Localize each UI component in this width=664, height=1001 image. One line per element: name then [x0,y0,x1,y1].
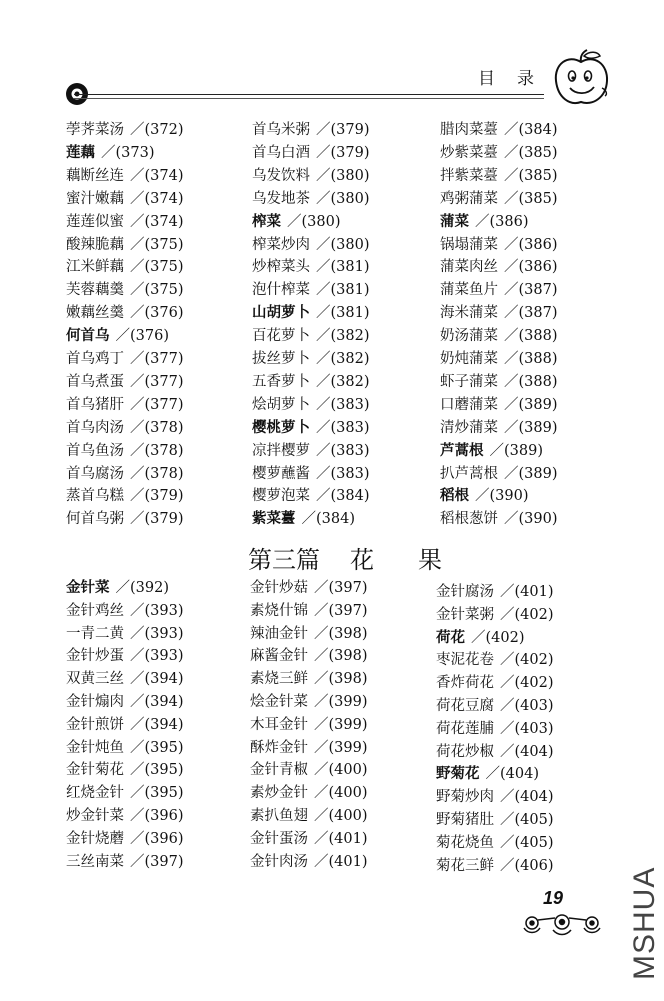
toc-entry-page: ／(379) [316,144,370,161]
toc-entry-title: 金针腐汤 [436,584,494,600]
toc-entry-title: 金针菊花 [66,762,124,779]
toc-entry-page: ／(406) [500,857,554,874]
toc-entry-title: 荷花 [436,628,465,646]
toc-entry-page: ／(405) [500,834,554,851]
toc-entry [66,829,184,849]
toc-entry-title: 嫩藕丝羹 [66,305,124,322]
toc-entry-title: 麻酱金针 [250,648,308,665]
toc-entry-title: 山胡萝卜 [252,304,310,322]
toc-entry-title: 素烧三鲜 [250,671,308,688]
toc-entry [250,829,368,849]
toc-entry-title: 蜜汁嫩藕 [66,190,124,207]
toc-entry [440,326,558,346]
toc-entry-page: ／(378) [130,419,184,436]
toc-entry-title: 莲莲似蜜 [66,213,124,230]
toc-entry-title: 辣油金针 [250,625,308,642]
toc-entry [252,395,370,415]
toc-entry-title: 榨菜 [252,212,281,230]
toc-entry-page: ／(381) [316,282,370,299]
toc-entry-page: ／(379) [316,122,370,138]
toc-entry [440,166,558,186]
toc-entry [250,806,368,826]
toc-entry-title: 芙蓉藕羹 [66,282,124,299]
page-number: 19 [543,888,564,908]
toc-entry-page: ／(395) [130,739,184,756]
toc-entry [440,418,558,438]
toc-entry [436,742,554,762]
toc-entry-page: ／(396) [130,808,184,824]
toc-entry-title: 藕断丝连 [66,167,124,184]
toc-entry-title: 金针炒菇 [250,580,308,596]
toc-entry-page: ／(402) [500,606,554,623]
toc-entry-page: ／(386) [504,236,558,253]
toc-entry [252,464,370,484]
toc-entry-page: ／(388) [504,373,558,390]
toc-entry-page: ／(375) [130,282,184,299]
toc-entry-title: 拌紫菜薹 [440,167,498,184]
toc-entry-page: ／(379) [130,488,184,505]
toc-entry [252,257,370,277]
toc-entry-page: ／(387) [504,305,558,322]
toc-entry [66,372,184,392]
toc-entry [440,143,558,163]
toc-entry [252,303,370,323]
toc-entry-title: 荷花豆腐 [436,698,494,714]
toc-entry-title: 炒榨菜头 [252,259,310,276]
toc-entry [440,212,529,232]
toc-entry-page: ／(398) [314,671,368,688]
header-rule-thin [74,98,544,99]
toc-entry [440,509,558,529]
toc-entry-page: ／(399) [314,716,368,733]
toc-entry-title: 烩胡萝卜 [252,396,310,413]
toc-entry-title: 野菊猪肚 [436,812,494,828]
toc-entry [440,395,558,415]
toc-entry-title: 一青二黄 [66,625,124,642]
toc-entry-page: ／(399) [314,739,368,756]
toc-entry [250,783,368,803]
toc-entry-page: ／(393) [130,625,184,642]
toc-entry-page: ／(397) [314,602,368,619]
toc-entry-title: 枣泥花卷 [436,652,494,669]
toc-entry-title: 炒金针菜 [66,808,124,824]
toc-entry [436,628,525,648]
toc-entry-title: 樱萝蘸酱 [252,465,310,482]
toc-entry [436,719,554,739]
toc-entry [252,418,370,438]
toc-entry-page: ／(397) [130,853,184,870]
toc-entry-page: ／(382) [316,373,370,390]
toc-entry-title: 紫菜薹 [252,510,296,528]
toc-entry [66,852,184,872]
toc-entry-page: ／(389) [489,442,543,459]
toc-entry-title: 百花萝卜 [252,328,310,345]
toc-entry-title: 素扒鱼翅 [250,808,308,824]
toc-entry-page: ／(385) [504,190,558,207]
toc-entry [436,856,554,876]
toc-entry [66,326,169,346]
toc-entry-title: 金针鸡丝 [66,602,124,619]
toc-entry-page: ／(396) [130,830,184,847]
toc-entry-title: 蒲菜 [440,212,469,230]
toc-entry [66,441,184,461]
toc-entry-title: 锅塌蒲菜 [440,236,498,253]
toc-entry-page: ／(380) [316,236,370,253]
toc-entry-title: 金针青椒 [250,762,308,779]
toc-entry-title: 三丝南菜 [66,853,124,870]
page-title: 目录 [478,69,556,89]
toc-entry [66,280,184,300]
toc-entry-title: 榨菜炒肉 [252,236,310,253]
toc-entry-page: ／(402) [500,652,554,669]
watermark-text: MSHUA [628,866,661,980]
toc-entry-page: ／(383) [316,419,370,436]
toc-entry-title: 扒芦蒿根 [440,465,498,482]
toc-entry-page: ／(401) [500,584,554,600]
toc-entry [66,578,169,598]
toc-entry [66,349,184,369]
toc-entry [66,738,184,758]
header-rule [74,94,544,95]
toc-entry [250,692,368,712]
toc-entry-page: ／(403) [500,698,554,714]
toc-entry-title: 虾子蒲菜 [440,373,498,390]
flower-ornament-icon [520,908,604,938]
toc-entry [252,212,341,232]
toc-entry [440,120,558,140]
toc-entry [252,189,370,209]
toc-entry-title: 首乌白酒 [252,144,310,161]
toc-entry [66,509,184,529]
toc-entry-title: 鸡粥蒲菜 [440,190,498,207]
toc-entry [252,235,370,255]
toc-entry-title: 荷花莲脯 [436,720,494,737]
toc-entry-page: ／(381) [316,259,370,276]
toc-entry [66,395,184,415]
toc-entry-page: ／(384) [301,511,355,528]
toc-entry [252,280,370,300]
toc-entry-title: 金针煽肉 [66,694,124,710]
toc-entry [252,120,370,140]
toc-entry-title: 金针菜粥 [436,606,494,623]
section-title-1: 花 [350,546,374,574]
toc-entry-page: ／(394) [130,716,184,733]
toc-entry [436,833,554,853]
toc-entry [440,372,558,392]
toc-entry [66,189,184,209]
toc-entry-title: 稻根葱饼 [440,511,498,528]
toc-entry [66,418,184,438]
toc-entry [440,257,558,277]
toc-entry-page: ／(386) [475,213,529,230]
toc-entry-page: ／(400) [314,785,368,802]
toc-entry-page: ／(394) [130,694,184,710]
toc-entry-title: 莲藕 [66,143,95,161]
toc-entry [66,257,184,277]
toc-entry [252,143,370,163]
toc-entry-title: 素烧什锦 [250,602,308,619]
toc-entry [436,764,539,784]
toc-entry-page: ／(393) [130,602,184,619]
toc-entry [440,464,558,484]
toc-entry-page: ／(379) [130,511,184,528]
toc-entry-page: ／(398) [314,648,368,665]
toc-entry-title: 口蘑蒲菜 [440,396,498,413]
toc-entry-title: 首乌鸡丁 [66,351,124,367]
toc-entry-title: 首乌煮蛋 [66,373,124,390]
toc-entry-title: 芦蒿根 [440,441,484,459]
toc-entry-title: 海米蒲菜 [440,305,498,322]
toc-entry-page: ／(402) [500,675,554,692]
toc-entry-page: ／(382) [316,328,370,345]
toc-entry [440,441,543,461]
toc-entry-page: ／(404) [485,766,539,783]
toc-entry-page: ／(375) [130,236,184,253]
toc-entry [436,582,554,602]
toc-entry [250,715,368,735]
section-title-2: 果 [418,546,442,574]
toc-entry-title: 金针肉汤 [250,853,308,870]
toc-entry [66,669,184,689]
toc-entry [252,166,370,186]
toc-entry-title: 首乌猪肝 [66,396,124,413]
toc-entry-title: 蒲菜肉丝 [440,259,498,276]
toc-entry [66,692,184,712]
toc-entry-page: ／(389) [504,465,558,482]
toc-entry [440,189,558,209]
toc-entry-title: 荷花炒椒 [436,743,494,760]
toc-entry-title: 乌发地茶 [252,190,310,207]
toc-entry [66,303,184,323]
toc-entry-title: 首乌鱼汤 [66,442,124,459]
toc-entry [66,464,184,484]
toc-entry-title: 金针炒蛋 [66,648,124,665]
toc-entry-title: 红烧金针 [66,785,124,802]
toc-entry-page: ／(390) [475,488,529,505]
toc-entry-title: 野菊花 [436,765,480,783]
toc-entry-page: ／(372) [130,122,184,138]
toc-entry-title: 香炸荷花 [436,675,494,692]
toc-entry [66,783,184,803]
section-part: 第三篇 [248,546,320,574]
toc-entry-title: 酸辣脆藕 [66,236,124,253]
toc-entry-page: ／(374) [130,190,184,207]
toc-entry-title: 乌发饮料 [252,167,310,184]
toc-entry [250,601,368,621]
toc-entry-title: 菊花烧鱼 [436,834,494,851]
toc-entry-title: 奶炖蒲菜 [440,351,498,367]
toc-entry-page: ／(376) [115,328,169,345]
toc-entry [66,624,184,644]
toc-entry [66,806,184,826]
toc-entry-page: ／(397) [314,580,368,596]
toc-entry-page: ／(395) [130,785,184,802]
toc-entry-title: 烩金针菜 [250,694,308,710]
toc-entry-page: ／(377) [130,373,184,390]
toc-entry-title: 凉拌樱萝 [252,442,310,459]
toc-entry-page: ／(384) [316,488,370,505]
toc-entry [250,760,368,780]
toc-entry [252,349,370,369]
toc-entry-page: ／(392) [115,580,169,596]
toc-entry-page: ／(375) [130,259,184,276]
toc-entry-page: ／(383) [316,396,370,413]
toc-entry [436,605,554,625]
toc-entry-page: ／(377) [130,351,184,367]
toc-entry-page: ／(374) [130,167,184,184]
toc-entry [252,372,370,392]
toc-entry-title: 炒紫菜薹 [440,144,498,161]
toc-entry-title: 清炒蒲菜 [440,419,498,436]
toc-entry-page: ／(400) [314,762,368,779]
toc-entry [252,486,370,506]
toc-entry-page: ／(394) [130,671,184,688]
toc-entry-page: ／(387) [504,282,558,299]
toc-entry-page: ／(389) [504,396,558,413]
toc-entry [66,601,184,621]
apple-mascot-icon [550,48,612,110]
toc-entry-page: ／(378) [130,442,184,459]
toc-entry-page: ／(384) [504,122,558,138]
toc-entry-page: ／(385) [504,167,558,184]
toc-entry-page: ／(381) [316,305,370,322]
toc-entry-title: 金针烧蘑 [66,830,124,847]
toc-entry-title: 樱萝泡菜 [252,488,310,505]
toc-entry-page: ／(378) [130,465,184,482]
toc-entry-page: ／(404) [500,743,554,760]
toc-entry [252,326,370,346]
toc-entry-title: 拔丝萝卜 [252,351,310,367]
toc-entry-title: 荸荠菜汤 [66,122,124,138]
toc-entry [66,212,184,232]
toc-entry [440,486,529,506]
toc-entry [66,760,184,780]
toc-entry [436,810,554,830]
toc-entry-page: ／(373) [101,144,155,161]
toc-entry [440,303,558,323]
toc-entry [436,787,554,807]
toc-entry-title: 素炒金针 [250,785,308,802]
toc-entry-title: 腊肉菜薹 [440,122,498,138]
toc-entry [436,673,554,693]
toc-entry-page: ／(390) [504,511,558,528]
toc-entry-title: 金针煎饼 [66,716,124,733]
toc-entry [440,280,558,300]
toc-entry-page: ／(398) [314,625,368,642]
toc-entry-page: ／(401) [314,853,368,870]
toc-entry [250,624,368,644]
toc-entry-page: ／(377) [130,396,184,413]
toc-entry-title: 何首乌粥 [66,511,124,528]
toc-entry [440,349,558,369]
toc-entry-page: ／(388) [504,351,558,367]
toc-entry-title: 菊花三鲜 [436,857,494,874]
toc-entry-title: 野菊炒肉 [436,789,494,806]
toc-entry [250,646,368,666]
toc-entry-page: ／(393) [130,648,184,665]
toc-entry [66,715,184,735]
toc-entry-title: 蒲菜鱼片 [440,282,498,299]
toc-entry-title: 首乌腐汤 [66,465,124,482]
toc-entry-title: 泡什榨菜 [252,282,310,299]
toc-entry-page: ／(402) [471,629,525,646]
toc-entry [440,235,558,255]
toc-entry-page: ／(385) [504,144,558,161]
toc-entry-title: 首乌肉汤 [66,419,124,436]
toc-entry [66,166,184,186]
toc-entry [66,646,184,666]
toc-entry [250,578,368,598]
toc-entry-page: ／(405) [500,812,554,828]
toc-entry-page: ／(382) [316,351,370,367]
toc-entry-page: ／(380) [316,190,370,207]
toc-entry-page: ／(404) [500,789,554,806]
toc-entry-title: 木耳金针 [250,716,308,733]
toc-entry-title: 蒸首乌糕 [66,488,124,505]
toc-entry-page: ／(380) [287,213,341,230]
toc-entry [252,509,355,529]
toc-entry-title: 金针蛋汤 [250,830,308,847]
toc-entry-page: ／(395) [130,762,184,779]
toc-entry-page: ／(380) [316,167,370,184]
toc-entry [250,852,368,872]
toc-entry-page: ／(388) [504,328,558,345]
toc-entry-page: ／(399) [314,694,368,710]
toc-entry [436,650,554,670]
toc-entry-page: ／(389) [504,419,558,436]
toc-entry-page: ／(376) [130,305,184,322]
toc-entry-title: 江米鲜藕 [66,259,124,276]
toc-entry-title: 酥炸金针 [250,739,308,756]
section-heading [248,540,442,575]
toc-entry-title: 首乌米粥 [252,122,310,138]
toc-entry-page: ／(401) [314,830,368,847]
toc-entry [66,143,155,163]
toc-entry [436,696,554,716]
toc-entry-title: 金针菜 [66,579,110,596]
toc-entry-title: 樱桃萝卜 [252,418,310,436]
toc-entry-page: ／(374) [130,213,184,230]
toc-entry-page: ／(400) [314,808,368,824]
toc-entry-title: 奶汤蒲菜 [440,328,498,345]
toc-entry-page: ／(383) [316,465,370,482]
toc-entry [66,486,184,506]
toc-entry [252,441,370,461]
toc-entry-title: 稻根 [440,487,469,505]
toc-entry [250,669,368,689]
toc-entry-title: 何首乌 [66,327,110,345]
toc-entry-title: 金针炖鱼 [66,739,124,756]
toc-entry-title: 五香萝卜 [252,373,310,390]
toc-entry [66,235,184,255]
toc-entry [66,120,184,140]
toc-entry [250,738,368,758]
toc-entry-page: ／(383) [316,442,370,459]
toc-entry-page: ／(403) [500,720,554,737]
toc-entry-title: 双黄三丝 [66,671,124,688]
toc-entry-page: ／(386) [504,259,558,276]
